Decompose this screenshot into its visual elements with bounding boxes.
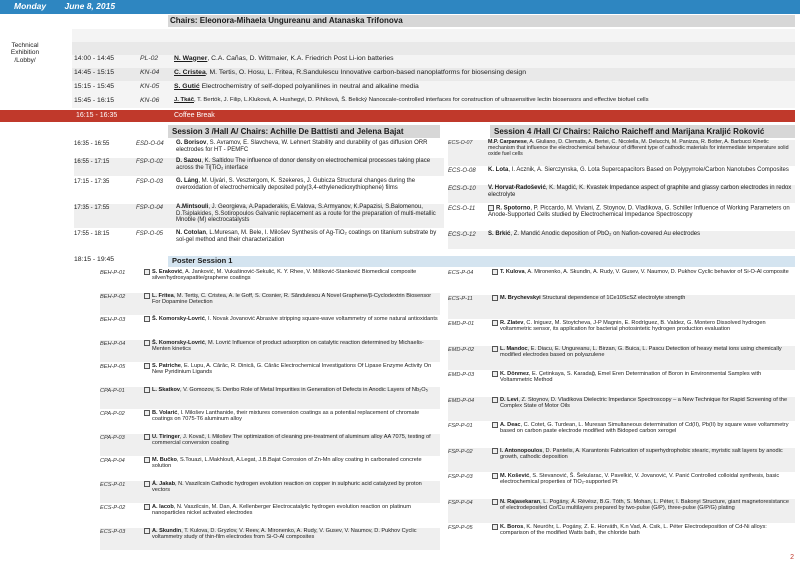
plenary-desc (174, 55, 394, 63)
poster-text: , D. Pantelis, A. Karantonis Fabrication of superhydrophobic stearic, myristic salt layers by anodic growth, cathodic deposition (500, 447, 783, 460)
poster-author: Š. Komorsky-Lovrić (152, 339, 205, 346)
abstract-icon[interactable] (144, 293, 150, 299)
plenary-desc (174, 97, 649, 104)
talk-code: ECS-O-08 (448, 168, 476, 174)
poster-code: EMD-P-04 (448, 397, 475, 404)
poster-row (448, 422, 795, 447)
poster-row (100, 457, 440, 480)
plenary-desc (174, 83, 419, 91)
poster-text: , A. Mironenko, A. Skundin, A. Rudy, V. Gusev, V. Naumov, D. Pukhov Cyclic behavior of Si-O-Al composite (524, 269, 789, 275)
abstract-icon[interactable] (144, 504, 150, 510)
talk-time: 17:55 - 18:15 (74, 231, 110, 237)
abstract-icon[interactable] (492, 422, 498, 428)
abstract-icon[interactable] (492, 269, 498, 275)
coffee-label: Coffee Break (174, 111, 215, 119)
poster-text: , S.Touazi, L.Makhloufi, A.Legat, J.B.Bajat Corrosion of Zn-Mn alloy coating in carbonated concrete solution (152, 457, 422, 470)
talk-desc (176, 204, 444, 228)
poster-code: BEH-P-03 (100, 317, 126, 323)
talk-desc (176, 158, 444, 176)
talk-desc (488, 185, 795, 203)
talk-author: M.P. Carpanese (488, 139, 527, 145)
poster-code: BEH-P-01 (100, 270, 126, 276)
plenary-rest: , C.A. Cañas, D. Wittmaier, K.A. Friedrich Post Li-ion batteries (207, 54, 394, 62)
poster-desc (152, 363, 440, 386)
talk-author: G. Láng (176, 178, 199, 184)
poster-row (100, 434, 440, 457)
poster-code: EMD-P-01 (448, 321, 475, 327)
abstract-icon[interactable] (144, 340, 150, 346)
talk-text: , M. Ujvári, S. Vesztergom, K. Szekeres, J. Gubicza Structural changes during the overoxidation of electrochemically deposited poly(3,4-ethylenedioxythiophene) films (176, 178, 416, 191)
poster-author: M. Bučko (152, 457, 177, 463)
talk-author: S. Brkić (488, 231, 511, 237)
poster-code: BEH-P-02 (100, 293, 126, 300)
abstract-icon[interactable] (144, 363, 150, 369)
poster-row (448, 448, 795, 473)
poster-code: ECS-P-11 (448, 295, 473, 302)
abstract-icon[interactable] (144, 387, 150, 393)
poster-row (448, 473, 795, 498)
poster-author: L. Fritea (152, 292, 174, 299)
abstract-icon[interactable] (144, 481, 150, 487)
poster-text: , E. Diacu, E. Ungureanu, L. Birzan, G. Buica, L. Pascu Detection of heavy metal ions using chemically modified electrodes based on polyazulene (500, 345, 782, 358)
session4-row (448, 140, 795, 166)
poster-code: FSP-P-05 (448, 525, 473, 531)
poster-desc (500, 295, 795, 320)
talk-text: , Z. Mandić Anodic deposition of PbO₂ on Nafion-covered Au electrodes (510, 231, 701, 237)
chairs-main: Chairs: Eleonora-Mihaela Ungureanu and Atanaska Trifonova (168, 15, 795, 27)
abstract-icon[interactable] (492, 473, 498, 479)
poster-text: , M. Tertiş, C. Cristea, A. le Goff, S. Cosnier, R. Săndulescu A Novel Graphene/β-Cyclodextrin Biosensor For Dopamine Detection (152, 292, 432, 305)
poster-code: CPA-P-03 (100, 434, 125, 441)
abstract-icon[interactable] (492, 524, 498, 530)
plenary-row (74, 80, 419, 93)
coffee-break (72, 110, 795, 122)
plenary-code: KN-05 (140, 82, 160, 90)
poster-author: D. Levi (500, 396, 519, 403)
talk-code: ECS-O-07 (448, 140, 473, 146)
poster-text: , M. Lovrić Influence of product adsorption on catalytic reaction determined by Michaelis-Menten kinetics (152, 339, 424, 352)
talk-text: , J. Georgieva, A.Papaderakis, E.Valova, S.Armyanov, K.Papazisi, S.Balomenou, D.Tsiplakides, S.Sotiropoulos Galvanic replacement as a route for the preparation of multi-metallic Mnoble (M) electrocatalysts (176, 204, 436, 224)
poster-desc (500, 473, 795, 498)
session4-row (448, 205, 795, 229)
abstract-icon[interactable] (144, 528, 150, 534)
talk-author: D. Sazou (176, 158, 202, 164)
talk-author: R. Spotorno (496, 205, 531, 212)
talk-code-text: ECS-O-11 (448, 206, 476, 212)
plenary-author: S. Gutić (174, 82, 200, 90)
coffee-band (0, 110, 72, 122)
poster-row (448, 346, 795, 371)
talk-desc (488, 231, 795, 249)
plenary-author: N. Wagner (174, 54, 208, 62)
poster-row (100, 528, 440, 551)
poster-row (448, 295, 795, 320)
plenary-author: C. Cristea (174, 68, 206, 76)
exhibition-label: Technical Exhibition /Lobby/ (10, 42, 40, 64)
poster-code: ECS-P-01 (100, 481, 126, 488)
poster-author: N. Rajasekaran (500, 498, 541, 505)
poster-text: , E. Lupu, A. Cârâc, R. Dinică, G. Cârâc Electrochemical Investigations Of Lipase Enzyme Activity On New Pyridinium Ligands (152, 363, 432, 376)
poster-text: , C. Iniguez, M. Stoytcheva, J-P Magnin, E. Rodríguez, B. Valdez, G. Montero Dissolved hydrogen voltammetric sensor, its application for bacterial photosintetic hydrogen production evaluation (500, 320, 766, 333)
poster-text: , T. Kulova, D. Gryzlov, V. Reev, A. Mironenko, A. Rudy, V. Gusev, V. Naumov, D. Pukhov Cyclic voltammetry study of thin-film electrodes from Si-O-Al composites (152, 527, 417, 540)
talk-text: , K. Saltidou The influence of donor density on electrochemical processes taking place across the Ti|TiO₂ interface (176, 158, 431, 171)
session4-row (448, 231, 795, 249)
poster-row (100, 340, 440, 363)
plenary-author: J. Tkáč (174, 97, 194, 104)
poster-row (448, 269, 795, 294)
poster-desc (500, 499, 795, 524)
abstract-icon[interactable] (144, 434, 150, 440)
poster-author: L. Skatkov (152, 386, 180, 393)
poster-row (448, 524, 795, 549)
session3-row (74, 178, 444, 202)
session3-row (74, 158, 444, 176)
talk-desc (488, 205, 795, 229)
poster-author: M. Košević (500, 473, 530, 479)
talk-code: ECS-O-12 (448, 232, 476, 238)
session4-row (448, 185, 795, 203)
poster-desc (500, 269, 795, 294)
plenary-row (74, 94, 649, 107)
talk-text: , P. Piccardo, M. Viviani, Z. Stoynov, D. Vladikova, G. Schiller Influence of Working Parameters on Anode-Supported Cells studied by Electrochemical Impedance Spectroscopy (488, 205, 790, 219)
talk-author: N. Cotolan (176, 230, 206, 236)
poster-title: Poster Session 1 (168, 256, 795, 267)
poster-row (100, 410, 440, 433)
poster-code: ECS-P-02 (100, 505, 126, 511)
poster-desc (500, 397, 795, 422)
poster-code: EMD-P-02 (448, 346, 475, 353)
poster-row (448, 499, 795, 524)
session4-row (448, 167, 795, 184)
poster-desc (152, 387, 440, 410)
poster-desc (152, 410, 440, 433)
poster-text: , L. Pogány, Á. Révész, B.G. Tóth, S. Mohan, L. Péter, I. Bakonyi Structure, giant magnetoresistance of electrodeposited Co/Cu multilayers prepared by two-pulse (G/P), three-pulse (G/P/G) plating (500, 498, 789, 511)
day-name: Monday (14, 1, 47, 11)
talk-code: FSP-O-04 (136, 205, 164, 211)
poster-desc (152, 293, 440, 316)
poster-text: , J. Kovač, I. Milošev The optimization of cleaning pre-treatment of aluminum alloy AA 7075, testing of commercial conversion coating (152, 433, 431, 446)
abstract-icon[interactable] (144, 410, 150, 416)
talk-text: , A. Giuliano, D. Clematis, A. Bertei, C. Nicolella, M. Delucchi, M. Panizza, R. Botter, A. Barbucci Kinetic mechanism that influence the electrochemical behaviour of different type of cathodic materials for intermediate temperature solid oxide fuel cells (488, 139, 789, 157)
plenary-time: 15:45 - 16:15 (74, 96, 115, 104)
poster-row (448, 320, 795, 345)
abstract-icon[interactable] (492, 448, 498, 454)
poster-author: S. Eraković (152, 269, 183, 275)
abstract-icon[interactable] (492, 397, 498, 403)
abstract-icon[interactable] (492, 295, 498, 301)
session3-row (74, 140, 444, 157)
day-date: June 8, 2015 (64, 1, 116, 11)
talk-desc (176, 230, 444, 252)
poster-desc (500, 448, 795, 473)
poster-code: BEH-P-04 (100, 340, 126, 347)
poster-author: L. Mandoc (500, 345, 528, 352)
talk-author: K. Lota (488, 167, 509, 173)
poster-author: U. Tiringer (152, 433, 180, 440)
poster-row (100, 316, 440, 339)
talk-code: ECS-O-10 (448, 186, 476, 192)
poster-row (100, 363, 440, 386)
plenary-time: 15:15 - 15:45 (74, 82, 115, 90)
talk-text: , K. Magdić, K. Kvastek Impedance aspect of graphite and glassy carbon electrodes in redox electrolyte (488, 185, 792, 198)
poster-author: S. Patriche (152, 363, 181, 369)
plenary-code: KN-06 (140, 96, 160, 104)
poster-text: , A. Janković, M. Vukašinović-Sekulić, K. Y. Rhee, V. Mišković-Stanković Biomedical composite silver/hydroxyapatite/graphene coatings (152, 269, 417, 282)
talk-desc (488, 140, 795, 166)
poster-row (100, 293, 440, 316)
plenary-rest: , T. Bertók, J. Filip, L.Kluková, A. Hushegyi, D. Pihíková, Š. Belický Nanoscale-controlled interfaces for construction of ultrasensitive lectin biosensors and effective biofuel cells (193, 97, 649, 104)
poster-row (100, 387, 440, 410)
talk-author: A.Mintsouli (176, 204, 209, 210)
poster-author: A. Deac (500, 422, 521, 428)
talk-time: 17:15 - 17:35 (74, 179, 110, 185)
poster-desc (152, 528, 440, 551)
poster-row (448, 371, 795, 396)
poster-desc (152, 269, 440, 292)
poster-code: CPA-P-01 (100, 387, 125, 394)
poster-text: Structural dependence of 1Ce10ScSZ electrolyte strength (540, 294, 686, 301)
plenary-code: PL-02 (140, 54, 159, 62)
day-header (0, 0, 800, 14)
talk-code: FSP-O-02 (136, 159, 164, 165)
poster-row (448, 397, 795, 422)
abstract-icon[interactable] (144, 316, 150, 322)
poster-author: Š. Komorsky-Lovrić (152, 316, 205, 322)
session3-row (74, 230, 444, 252)
poster-row (100, 269, 440, 292)
poster-row (100, 504, 440, 527)
poster-desc (500, 371, 795, 396)
coffee-time: 16:15 - 16:35 (76, 111, 118, 119)
poster-code: ECS-P-03 (100, 528, 126, 535)
abstract-icon[interactable] (488, 205, 494, 211)
poster-desc (500, 524, 795, 549)
poster-desc (152, 434, 440, 457)
talk-text: , L.Muresan, M. Bele, I. Milošev Synthesis of Ag-TiO₂ coatings on titanium substrate by sol-gel method and their characterization (176, 230, 437, 243)
session3-title: Session 3 /Hall A/ Chairs: Achille De Battisti and Jelena Bajat (168, 125, 440, 138)
abstract-icon[interactable] (492, 371, 498, 377)
plenary-time: 14:00 - 14:45 (74, 54, 115, 62)
poster-desc (152, 481, 440, 504)
poster-text: , I. Novak Jovanović Abrasive stripping square-wave voltammetry of some natural antioxidants (204, 316, 438, 322)
plenary-rest: , M. Tertis, O. Hosu, L. Fritea, R.Sandulescu Innovative carbon-based nanoplatforms for biosensing design (205, 68, 526, 76)
poster-author: K. Dönmez (500, 371, 529, 377)
poster-text: , I. Milošev Lanthanide, their mixtures conversion coatings as a potential replacement of chromate coatings on 7075-T6 aluminum alloy (152, 410, 420, 423)
poster-desc (152, 316, 440, 339)
poster-code: FSP-P-02 (448, 448, 473, 455)
poster-time: 18:15 - 19:45 (74, 256, 115, 263)
poster-author: M. Brychevskyi (500, 294, 541, 301)
poster-text: , E. Çetinkaya, S. Karadağ, Emel Eren Determination of Boron in Environmental Samples with Voltammetric Method (500, 371, 762, 384)
talk-code (448, 205, 488, 229)
session3-row (74, 204, 444, 228)
poster-author: R. Zlatev (500, 320, 524, 326)
abstract-icon[interactable] (144, 457, 150, 463)
talk-code: ESD-O-04 (136, 141, 164, 147)
talk-time: 17:35 - 17:55 (74, 205, 110, 211)
poster-code: CPA-P-02 (100, 411, 125, 417)
plenary-desc (174, 69, 526, 77)
plenary-row (74, 66, 526, 79)
talk-author: G. Borisov (176, 140, 207, 146)
poster-text: , Z. Stoynov, D. Vladikova Dielectric Impedance Spectroscopy – a New Technique for Rapid Screening of the Complex State of Motor Oils (500, 396, 788, 409)
talk-text: , S. Avramov, E. Slavcheva, W. Lehnert Stability and durability of gas diffusion ORR electrodes for HT - PEMFC (176, 140, 428, 153)
poster-code: ECS-P-04 (448, 270, 474, 276)
plenary-time: 14:45 - 15:15 (74, 68, 115, 76)
poster-text: , C. Cotet, G. Turdean, L. Muresan Simultaneous determination of Cd(II), Pb(II) by square wave voltammetry based on carbon paste electrode modified with Bidoped carbon xerogel (500, 422, 789, 435)
poster-row (100, 481, 440, 504)
talk-desc (176, 140, 444, 157)
poster-code: FSP-P-03 (448, 474, 473, 480)
abstract-icon[interactable] (492, 346, 498, 352)
poster-desc (500, 346, 795, 371)
poster-code: BEH-P-05 (100, 364, 126, 370)
poster-code: CPA-P-04 (100, 458, 125, 464)
talk-code: FSP-O-05 (136, 231, 164, 237)
poster-text: , S. Stevanović, Š. Šekularac, V. Pavelkić, V. Jovanović, V. Panić Controlled colloidal synthesis, basic electrochemical properties of TiO₂-supported Pt (500, 473, 780, 486)
poster-text: , N. Vaszilcsin Cathodic hydrogen evolution reaction on copper in sulphuric acid catalyzed by proton vectors (152, 480, 422, 493)
abstract-icon[interactable] (492, 499, 498, 505)
poster-code: FSP-P-01 (448, 423, 473, 429)
abstract-icon[interactable] (492, 320, 498, 326)
poster-author: A. Iacob (152, 504, 174, 510)
poster-desc (500, 422, 795, 447)
talk-desc (488, 167, 795, 184)
session4-title: Session 4 /Hall C/ Chairs: Raicho Raicheff and Marijana Kraljić Roković (490, 125, 795, 138)
poster-author: T. Kulova (500, 269, 525, 275)
talk-author: V. Horvat-Radošević (488, 185, 546, 191)
poster-code: EMD-P-03 (448, 372, 475, 378)
talk-text: , I. Acznik, A. Sierczynska, G. Lota Supercapacitors Based on Polypyrrole/Carbon Nanotubes Composites (508, 167, 789, 173)
poster-author: B. Volarić (152, 410, 178, 416)
abstract-icon[interactable] (144, 269, 150, 275)
plenary-row (74, 52, 394, 65)
poster-code: FSP-P-04 (448, 499, 473, 506)
talk-time: 16:35 - 16:55 (74, 141, 110, 147)
poster-author: Á. Jakab (152, 480, 176, 487)
poster-text: , K. Neuróhr, L. Pogány, Z. E. Horváth, K.n Vad, A. Csik, L. Péter Electrodeposition of Cd-Ni alloys: comparison of the modified Watts bath, the chloride bath (500, 524, 767, 537)
poster-desc (152, 504, 440, 527)
poster-author: I. Antonopoulos (500, 447, 543, 454)
poster-desc (152, 340, 440, 363)
poster-author: K. Boros (500, 524, 524, 530)
plenary-code: KN-04 (140, 68, 160, 76)
plenary-row-bg (72, 29, 795, 42)
poster-desc (152, 457, 440, 480)
page-number: 2 (790, 553, 794, 561)
plenary-rest: Electrochemistry of self-doped polyanilines in neutral and alkaline media (199, 82, 419, 90)
poster-desc (500, 320, 795, 345)
talk-desc (176, 178, 444, 202)
talk-time: 16:55 - 17:15 (74, 159, 110, 165)
poster-text: , N. Vaszilcsin, M. Dan, A. Kellenberger Electrocatalytic hydrogen evolution reaction on platinum nanoparticles nickel activated electrodes (152, 504, 411, 517)
talk-code: FSP-O-03 (136, 179, 164, 185)
poster-author: A. Skundin (152, 527, 182, 534)
poster-text: , V. Gomozov, S. Deribo Role of Metal Impurities in Generation of Defects in Anodic Layers of Nb₂O₅ (179, 386, 428, 393)
